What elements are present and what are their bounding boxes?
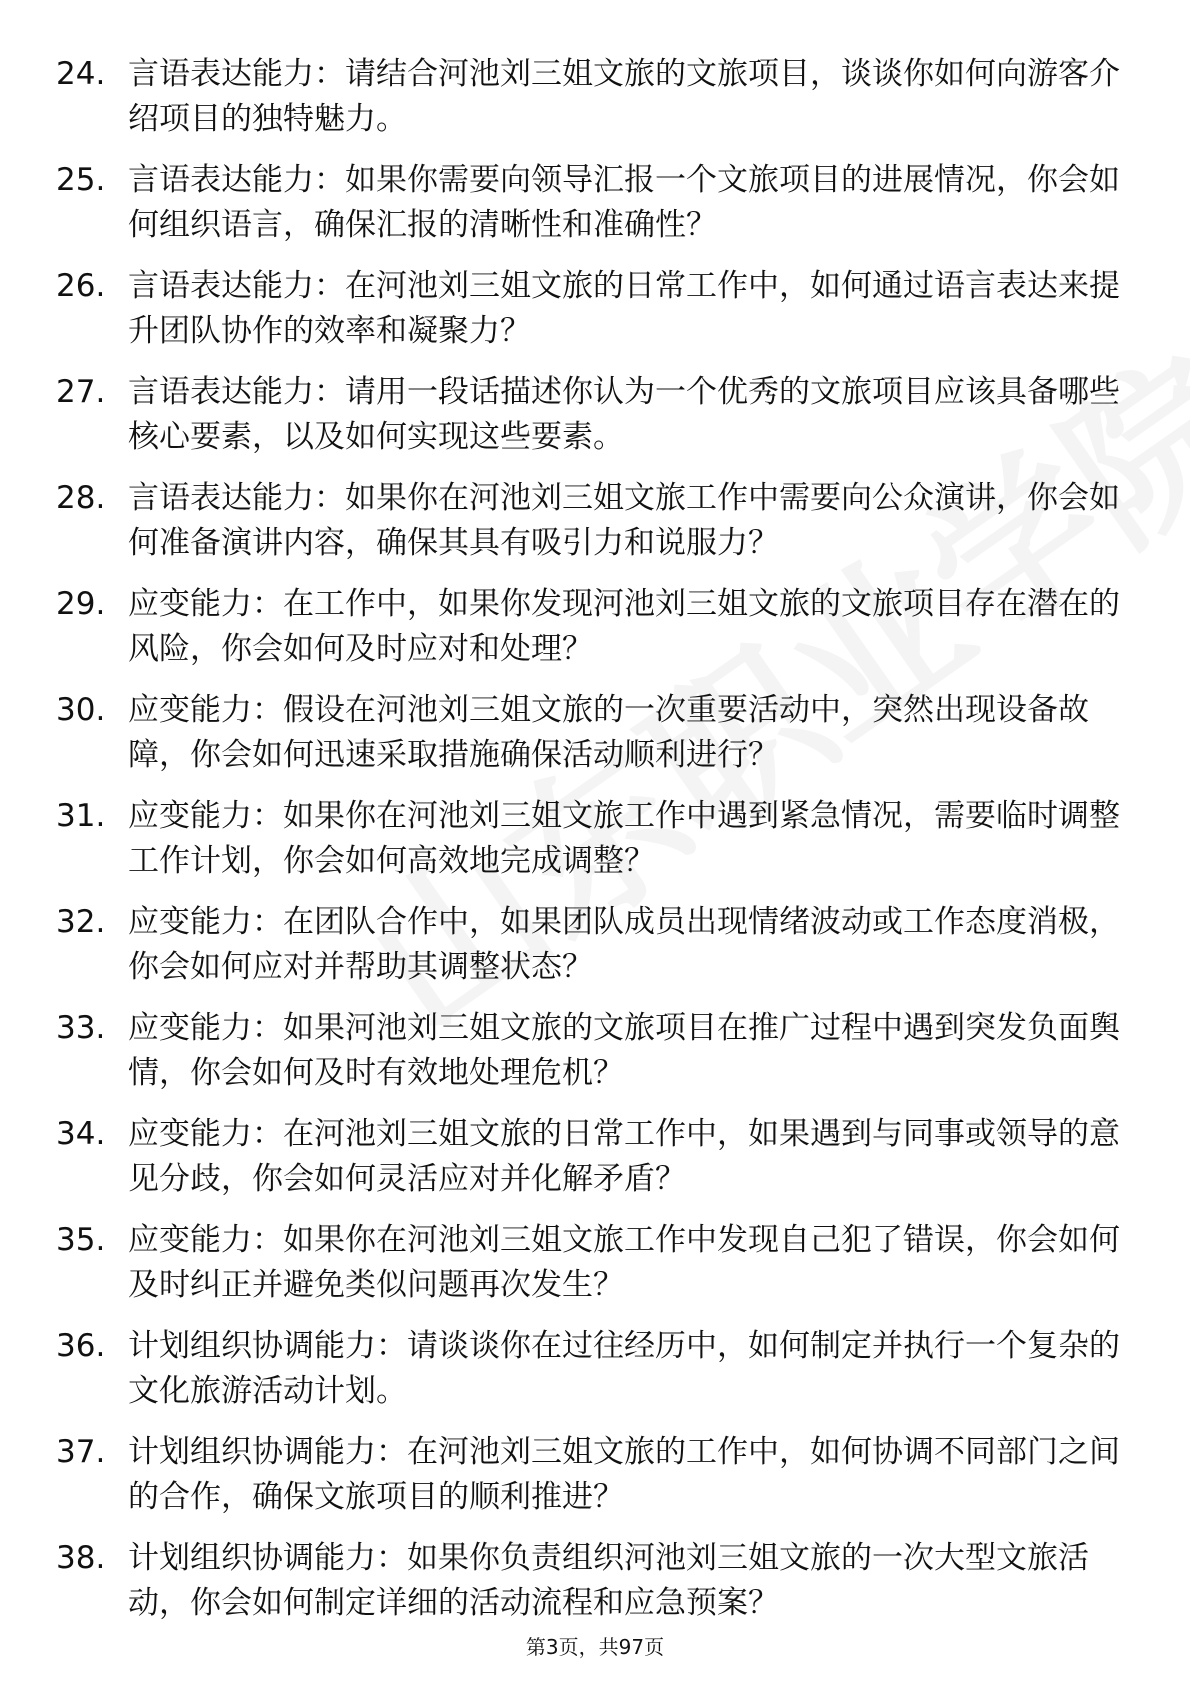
question-item <box>56 158 1126 247</box>
question-number: 34. <box>56 1116 106 1152</box>
question-item <box>56 1536 1126 1625</box>
question-text: 应变能力：如果你在河池刘三姐文旅工作中发现自己犯了错误，你会如何及时纠正并避免类似问题再次发生？ <box>128 1222 1120 1303</box>
question-text: 言语表达能力：如果你需要向领导汇报一个文旅项目的进展情况，你会如何组织语言，确保汇报的清晰性和准确性？ <box>128 162 1120 243</box>
question-item <box>56 900 1126 989</box>
page-footer: 第3页，共97页 <box>525 1635 665 1659</box>
question-number: 36. <box>56 1328 106 1364</box>
question-item <box>56 794 1126 883</box>
question-number: 38. <box>56 1540 106 1576</box>
question-text: 应变能力：如果河池刘三姐文旅的文旅项目在推广过程中遇到突发负面舆情，你会如何及时有效地处理危机？ <box>128 1010 1120 1091</box>
question-number: 35. <box>56 1222 106 1258</box>
question-text: 应变能力：如果你在河池刘三姐文旅工作中遇到紧急情况，需要临时调整工作计划，你会如何高效地完成调整？ <box>128 798 1120 879</box>
question-item <box>56 1112 1126 1201</box>
question-text: 言语表达能力：如果你在河池刘三姐文旅工作中需要向公众演讲，你会如何准备演讲内容，确保其具有吸引力和说服力？ <box>128 480 1120 561</box>
question-text: 应变能力：假设在河池刘三姐文旅的一次重要活动中，突然出现设备故障，你会如何迅速采取措施确保活动顺利进行？ <box>128 692 1089 773</box>
question-text: 计划组织协调能力：请谈谈你在过往经历中，如何制定并执行一个复杂的文化旅游活动计划。 <box>128 1328 1120 1409</box>
question-text: 计划组织协调能力：在河池刘三姐文旅的工作中，如何协调不同部门之间的合作，确保文旅项目的顺利推进？ <box>128 1434 1120 1515</box>
question-number: 32. <box>56 904 106 940</box>
question-number: 27. <box>56 374 106 410</box>
question-number: 33. <box>56 1010 106 1046</box>
question-item <box>56 1324 1126 1413</box>
question-item <box>56 370 1126 459</box>
question-list <box>56 52 1126 1642</box>
question-text: 言语表达能力：请用一段话描述你认为一个优秀的文旅项目应该具备哪些核心要素，以及如何实现这些要素。 <box>128 374 1120 455</box>
question-item <box>56 582 1126 671</box>
question-number: 25. <box>56 162 106 198</box>
question-number: 28. <box>56 480 106 516</box>
question-item <box>56 688 1126 777</box>
question-item <box>56 52 1126 141</box>
question-item <box>56 1430 1126 1519</box>
question-number: 31. <box>56 798 106 834</box>
question-number: 29. <box>56 586 106 622</box>
question-number: 26. <box>56 268 106 304</box>
question-text: 应变能力：在团队合作中，如果团队成员出现情绪波动或工作态度消极，你会如何应对并帮助其调整状态？ <box>128 904 1120 985</box>
question-item <box>56 1218 1126 1307</box>
question-item <box>56 1006 1126 1095</box>
question-text: 言语表达能力：在河池刘三姐文旅的日常工作中，如何通过语言表达来提升团队协作的效率和凝聚力？ <box>128 268 1120 349</box>
question-number: 30. <box>56 692 106 728</box>
question-text: 计划组织协调能力：如果你负责组织河池刘三姐文旅的一次大型文旅活动，你会如何制定详细的活动流程和应急预案？ <box>128 1540 1089 1621</box>
question-text: 应变能力：在工作中，如果你发现河池刘三姐文旅的文旅项目存在潜在的风险，你会如何及时应对和处理？ <box>128 586 1120 667</box>
question-number: 37. <box>56 1434 106 1470</box>
question-text: 言语表达能力：请结合河池刘三姐文旅的文旅项目，谈谈你如何向游客介绍项目的独特魅力。 <box>128 56 1120 137</box>
question-text: 应变能力：在河池刘三姐文旅的日常工作中，如果遇到与同事或领导的意见分歧，你会如何灵活应对并化解矛盾？ <box>128 1116 1120 1197</box>
question-item <box>56 476 1126 565</box>
question-item <box>56 264 1126 353</box>
question-number: 24. <box>56 56 106 92</box>
